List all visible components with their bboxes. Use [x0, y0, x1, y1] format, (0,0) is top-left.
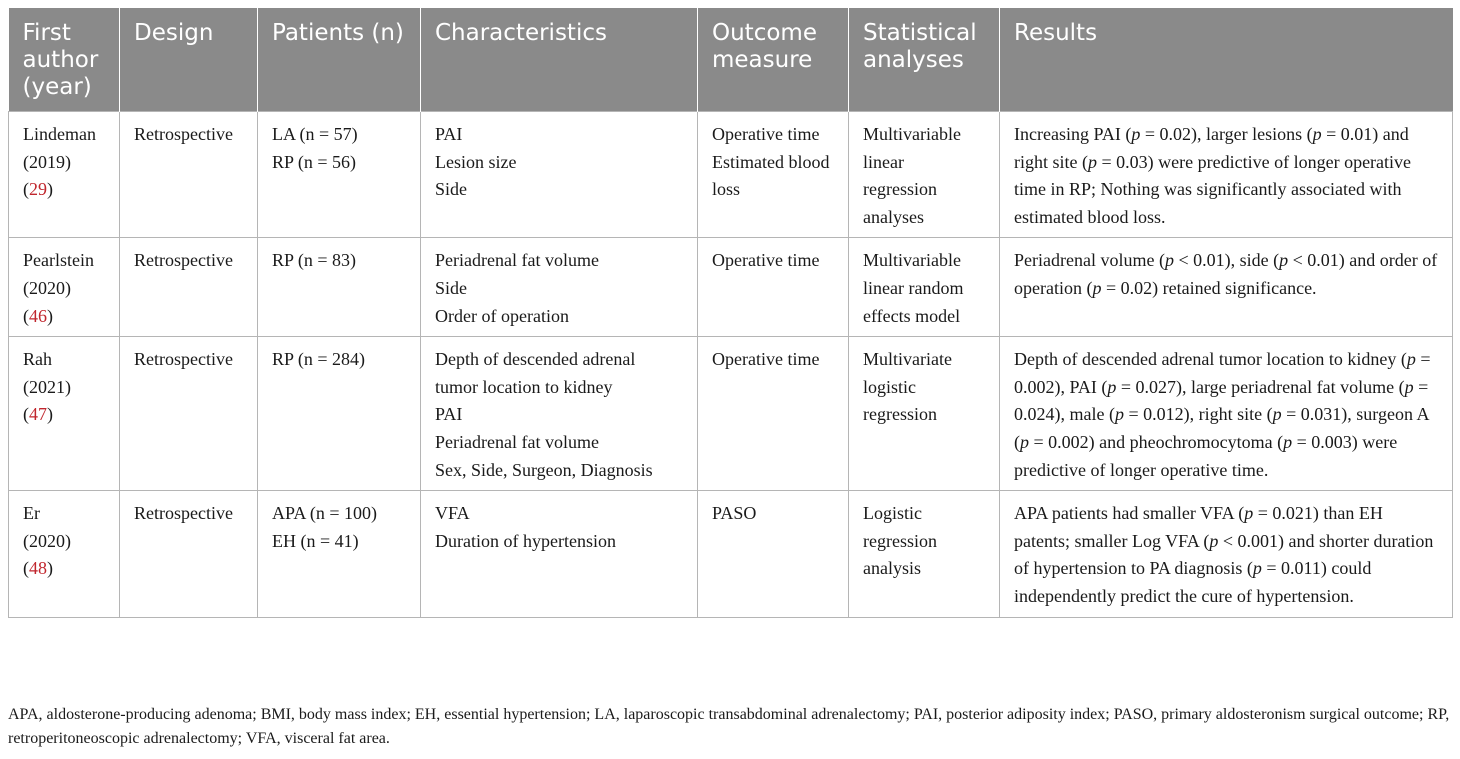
characteristic-line-cell [421, 337, 698, 491]
characteristic-line: PAI [435, 124, 463, 144]
patients-line-cell [258, 491, 421, 617]
publication-year: (2021) [23, 376, 71, 397]
table-row [9, 491, 1453, 617]
table-container [8, 8, 1452, 618]
patients-line: RP (n = 56) [272, 151, 356, 172]
characteristic-line: VFA [435, 503, 470, 524]
p-value-symbol: p [1283, 431, 1293, 452]
design-cell: Retrospective [120, 112, 258, 238]
author-name: Rah [23, 349, 52, 370]
publication-year: (2020) [23, 277, 71, 298]
statistical-analysis-line-cell [849, 112, 1000, 238]
design-cell: Retrospective [120, 491, 258, 617]
p-value-symbol: p [1312, 124, 1322, 144]
reference-link[interactable]: 46 [29, 305, 47, 326]
table-footnote: APA, aldosterone-producing adenoma; BMI, body mass index; EH, essential hypertension; LA, laparoscopic transabdominal adrenalectomy; PAI, posterior adiposity index; PASO, primary aldosteronism surgical outcome; RP, retroperitoneoscopic adrenalectomy; VFA, visceral fat area. [8, 706, 1450, 747]
table-row [9, 337, 1453, 491]
header-row [9, 8, 1453, 112]
patients-line: EH (n = 41) [272, 530, 359, 551]
results-cell: APA patients had smaller VFA (p = 0.021) than EH patents; smaller Log VFA (p < 0.001) and shorter duration of hypertension to PA diagnosis (p = 0.011) could independently predict the cure of hypertension. [1000, 491, 1453, 617]
patients-line-cell [258, 337, 421, 491]
characteristic-line: Periadrenal fat volume [435, 250, 599, 271]
characteristic-line: tumor location to kidney [435, 376, 613, 397]
statistical-analysis-line: regression [863, 530, 937, 551]
table-row [9, 112, 1453, 238]
characteristic-line: Depth of descended adrenal [435, 349, 636, 370]
statistical-analysis-line: Multivariable [863, 250, 961, 271]
publication-year: (2019) [23, 151, 71, 172]
patients-line: LA (n = 57) [272, 124, 358, 144]
patients-line: APA (n = 100) [272, 503, 378, 524]
patients-line: RP (n = 284) [272, 349, 365, 370]
characteristic-line: Periadrenal fat volume [435, 431, 599, 452]
characteristic-line: Sex, Side, Surgeon, Diagnosis [435, 459, 653, 480]
results-cell: Depth of descended adrenal tumor location to kidney (p = 0.002), PAI (p = 0.027), large periadrenal fat volume (p = 0.024), male (p = 0.012), right site (p = 0.031), surgeon A (p = 0.002) and pheochromocytoma (p = 0.003) were predictive of longer operative time. [1000, 337, 1453, 491]
characteristic-line-cell [421, 112, 698, 238]
header-outcome-measure: Outcome measure [698, 8, 849, 112]
characteristic-line: Side [435, 277, 468, 298]
publication-year: (2020) [23, 530, 71, 551]
statistical-analysis-line: analyses [863, 206, 924, 227]
characteristic-line: PAI [435, 404, 463, 425]
outcome-line: Operative time [712, 250, 820, 271]
outcome-line-cell [698, 238, 849, 337]
statistical-analysis-line-cell [849, 238, 1000, 337]
p-value-symbol: p [1020, 431, 1029, 452]
characteristic-line: Lesion size [435, 151, 517, 172]
outcome-line-cell [698, 112, 849, 238]
characteristic-line: Order of operation [435, 305, 569, 326]
header-design: Design [120, 8, 258, 112]
reference-link[interactable]: 48 [29, 558, 47, 579]
p-value-symbol: p [1088, 151, 1097, 172]
reference-citation[interactable]: (47) [23, 404, 53, 425]
header-statistical-analyses: Statistical analyses [849, 8, 1000, 112]
design-cell: Retrospective [120, 337, 258, 491]
statistical-analysis-line-cell [849, 491, 1000, 617]
results-cell: Increasing PAI (p = 0.02), larger lesions (p = 0.01) and right site (p = 0.03) were predictive of longer operative time in RP; Nothing was significantly associated with estimated blood loss. [1000, 112, 1453, 238]
first-author-cell [9, 238, 120, 337]
statistical-analysis-line: linear [863, 151, 904, 172]
header-first-author: First author (year) [9, 8, 120, 112]
author-name: Pearlstein [23, 250, 94, 271]
p-value-symbol: p [1092, 277, 1102, 298]
outcome-line: Operative time [712, 349, 820, 370]
statistical-analysis-line: analysis [863, 558, 921, 579]
characteristic-line: Side [435, 179, 468, 200]
p-value-symbol: p [1404, 376, 1414, 397]
p-value-symbol: p [1244, 503, 1254, 524]
p-value-symbol: p [1209, 530, 1219, 551]
header-results: Results [1000, 8, 1453, 112]
outcome-line: Estimated blood loss [712, 151, 834, 200]
header-characteristics: Characteristics [421, 8, 698, 112]
statistical-analysis-line-cell [849, 337, 1000, 491]
statistical-analysis-line: effects model [863, 305, 961, 326]
author-name: Er [23, 503, 40, 524]
characteristic-line-cell [421, 238, 698, 337]
p-value-symbol: p [1252, 558, 1262, 579]
p-value-symbol: p [1107, 376, 1117, 397]
design-cell: Retrospective [120, 238, 258, 337]
statistical-analysis-line: Multivariable [863, 124, 961, 144]
statistical-analysis-line: logistic [863, 376, 916, 397]
reference-link[interactable]: 29 [29, 179, 47, 200]
author-name: Lindeman [23, 124, 96, 144]
statistical-analysis-line: Multivariate [863, 349, 952, 370]
statistical-analysis-line: Logistic [863, 503, 922, 524]
statistical-analysis-line: regression [863, 404, 937, 425]
p-value-symbol: p [1406, 349, 1416, 370]
p-value-symbol: p [1114, 404, 1124, 425]
patients-line-cell [258, 238, 421, 337]
outcome-line-cell [698, 491, 849, 617]
table-row [9, 238, 1453, 337]
reference-citation[interactable]: (46) [23, 305, 53, 326]
results-cell: Periadrenal volume (p < 0.01), side (p < 0.01) and order of operation (p = 0.02) retained significance. [1000, 238, 1453, 337]
first-author-cell [9, 337, 120, 491]
outcome-line: PASO [712, 503, 757, 524]
p-value-symbol: p [1164, 250, 1174, 271]
statistical-analysis-line: regression [863, 179, 937, 200]
reference-link[interactable]: 47 [29, 404, 47, 425]
outcome-line: Operative time [712, 124, 820, 144]
first-author-cell [9, 112, 120, 238]
reference-citation[interactable]: (48) [23, 558, 53, 579]
p-value-symbol: p [1131, 124, 1141, 144]
outcome-line-cell [698, 337, 849, 491]
header-patients: Patients (n) [258, 8, 421, 112]
characteristic-line-cell [421, 491, 698, 617]
p-value-symbol: p [1272, 404, 1282, 425]
reference-citation[interactable]: (29) [23, 179, 53, 200]
statistical-analysis-line: linear random [863, 277, 964, 298]
patients-line-cell [258, 112, 421, 238]
results-table [8, 8, 1453, 618]
characteristic-line: Duration of hypertension [435, 530, 616, 551]
first-author-cell [9, 491, 120, 617]
p-value-symbol: p [1279, 250, 1289, 271]
patients-line: RP (n = 83) [272, 250, 356, 271]
